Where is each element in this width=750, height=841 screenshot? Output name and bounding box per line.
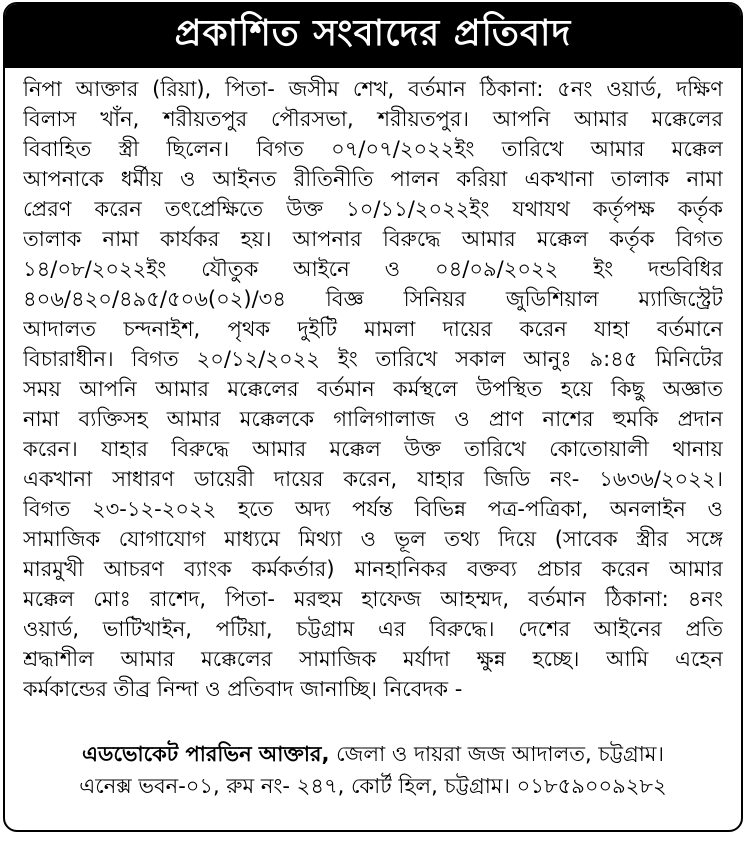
body-line: ১৪/০৮/২০২২ইং যৌতুক আইনে ও ০৪/০৯/২০২২ ইং দন্ডবিধির <box>23 257 723 281</box>
body-line: তালাক নামা কার্যকর হয়। আপনার বিরুদ্ধে আমার মক্কেল কর্তৃক বিগত <box>23 227 723 251</box>
body-line: সামাজিক যোগাযোগ মাধ্যমে মিথ্যা ও ভূল তথ্য দিয়ে (সাবেক স্ত্রীর সঙ্গে <box>23 527 723 551</box>
notice-body <box>23 74 723 704</box>
body-line: কর্মকান্ডের তীব্র নিন্দা ও প্রতিবাদ জানাচ্ছি। নিবেদক - <box>23 677 463 701</box>
advocate-name: এডভোকেট পারভিন আক্তার, <box>82 742 330 766</box>
body-line: ওয়ার্ড, ভাটিখাইন, পটিয়া, চট্টগ্রাম এর বিরুদ্ধে। দেশের আইনের প্রতি <box>23 617 723 641</box>
body-line: করেন। যাহার বিরুদ্ধে আমার মক্কেল উক্ত তারিখে কোতোয়ালী থানায় <box>23 437 723 461</box>
signature-block <box>5 738 741 802</box>
notice-title: প্রকাশিত সংবাদের প্রতিবাদ <box>5 4 741 68</box>
body-line: নামা ব্যক্তিসহ আমার মক্কেলকে গালিগালাজ ও প্রাণ নাশের হুমকি প্রদান <box>23 407 723 431</box>
body-line: বিবাহিত স্ত্রী ছিলেন। বিগত ০৭/০৭/২০২২ইং তারিখে আমার মক্কেল <box>23 137 723 161</box>
body-line: শ্রদ্ধাশীল আমার মক্কেলের সামাজিক মর্যাদা ক্ষুন্ন হচ্ছে। আমি এহেন <box>23 647 723 671</box>
body-line: মক্কেল মোঃ রাশেদ, পিতা- মরহুম হাফেজ আহম্মদ, বর্তমান ঠিকানা: ৪নং <box>23 587 723 611</box>
body-line: আপনাকে ধর্মীয় ও আইনত রীতিনীতি পালন করিয়া একখানা তালাক নামা <box>23 167 723 191</box>
body-line: বিলাস খাঁন, শরীয়তপুর পৌরসভা, শরীয়তপুর। আপনি আমার মক্কেলের <box>23 107 723 131</box>
body-line: প্রেরণ করেন তৎপ্রেক্ষিতে উক্ত ১০/১১/২০২২ইং যথাযথ কর্তৃপক্ষ কর্তৃক <box>23 197 723 221</box>
body-line: মারমুখী আচরণ ব্যাংক কর্মকর্তার) মানহানিকর বক্তব্য প্রচার করেন আমার <box>23 557 723 581</box>
signature-address: এনেক্স ভবন-০১, রুম নং- ২৪৭, কোর্ট হিল, চট্টগ্রাম। ০১৮৫৯০০৯২৮২ <box>79 774 667 798</box>
court-name: জেলা ও দায়রা জজ আদালত, চট্টগ্রাম। <box>329 742 664 766</box>
body-line: বিগত ২৩-১২-২০২২ হতে অদ্য পর্যন্ত বিভিন্ন পত্র-পত্রিকা, অনলাইন ও <box>23 497 723 521</box>
notice-frame <box>3 2 743 832</box>
body-line: একখানা সাধারণ ডায়েরী দায়ের করেন, যাহার জিডি নং- ১৬৩৬/২০২২। <box>23 467 723 491</box>
body-line: বিচারাধীন। বিগত ২০/১২/২০২২ ইং তারিখে সকাল আনুঃ ৯:৪৫ মিনিটের <box>23 347 723 371</box>
body-line: ৪০৬/৪২০/৪৯৫/৫০৬(০২)/৩৪ বিজ্ঞ সিনিয়র জুডিশিয়াল ম্যাজিস্ট্রেট <box>23 287 723 311</box>
body-line: আদালত চন্দনাইশ, পৃথক দুইটি মামলা দায়ের করেন যাহা বর্তমানে <box>23 317 723 341</box>
body-line: সময় আপনি আমার মক্কেলের বর্তমান কর্মস্থলে উপস্থিত হয়ে কিছু অজ্ঞাত <box>23 377 723 401</box>
body-line: নিপা আক্তার (রিয়া), পিতা- জসীম শেখ, বর্তমান ঠিকানা: ৫নং ওয়ার্ড, দক্ষিণ <box>23 77 723 101</box>
signature-line-1 <box>5 738 741 770</box>
